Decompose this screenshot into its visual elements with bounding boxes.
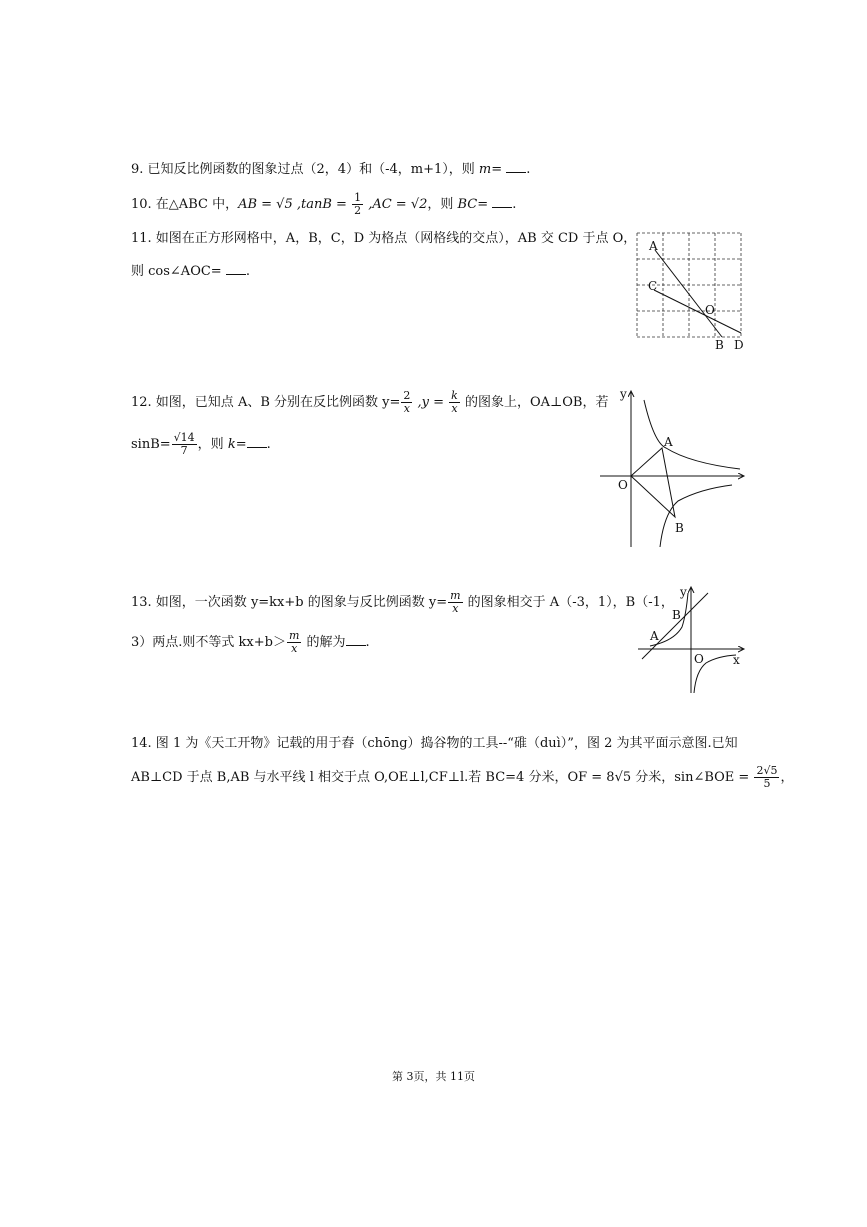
- question-9: [131, 160, 530, 179]
- q13-text-d: 的解为: [302, 635, 346, 650]
- q11-suffix: .: [245, 264, 250, 279]
- question-12-line1: [131, 390, 608, 415]
- q12-var: k=: [227, 437, 247, 452]
- q11-segment-cd: [654, 290, 741, 333]
- q12-fraction-3: [172, 432, 197, 457]
- q12-f2-num: k: [451, 389, 458, 402]
- q13-text-b: 的图象相交于 A（-3，1），B（-1，: [463, 595, 674, 610]
- q12-text-d: ，则: [197, 437, 228, 452]
- question-13-line1: [131, 590, 674, 615]
- q12-fraction-2: [449, 390, 460, 415]
- q13-label-o: O: [694, 652, 704, 666]
- q13-f1-num: m: [450, 589, 461, 602]
- question-11-line1: 11. 如图在正方形网格中，A，B，C，D 为格点（网格线的交点），AB 交 CD 于点 O，: [131, 231, 637, 246]
- question-12-line2: [131, 432, 271, 457]
- q13-fraction-2: [287, 630, 301, 655]
- question-14-line1: 14. 图 1 为《天工开物》记载的用于舂（chōng）捣谷物的工具--“碓（duì）”，图 2 为其平面示意图.已知: [131, 736, 738, 751]
- q9-var: m=: [478, 162, 503, 177]
- q13-suffix: .: [365, 635, 370, 650]
- q10-tail: ，则: [427, 197, 458, 212]
- q9-suffix: .: [526, 162, 531, 177]
- q10-math-a: AB = √5 ,tanB =: [238, 197, 352, 212]
- q12-text-a: 12. 如图，已知点 A、B 分别在反比例函数 y=: [131, 395, 401, 410]
- q11-answer-blank: [226, 262, 246, 275]
- question-14-line2: [131, 765, 793, 790]
- q12-sin-label: sinB=: [131, 437, 171, 452]
- q9-text: 9. 已知反比例函数的图象过点（2，4）和（-4，m+1），则: [131, 162, 479, 177]
- q12-label-y: y: [620, 387, 627, 401]
- q12-suffix: .: [266, 437, 271, 452]
- q13-label-a: A: [650, 629, 659, 643]
- q13-label-y: y: [680, 585, 687, 599]
- q12-triangle-oab: [631, 448, 675, 517]
- q12-answer-blank: [247, 435, 267, 448]
- q11-label-o: O: [705, 303, 715, 317]
- question-13-line2: [131, 630, 370, 655]
- q14-text-a: AB⊥CD 于点 B,AB 与水平线 l 相交于点 O,OE⊥l,CF⊥l.若 BC=4 分米，OF = 8√5 分米，sin∠BOE =: [131, 770, 754, 785]
- q13-f2-den: x: [291, 642, 298, 655]
- q13-figure: [636, 583, 751, 695]
- q10-fraction: [352, 192, 363, 217]
- q12-label-a: A: [664, 435, 673, 449]
- q13-label-b: B: [672, 608, 681, 622]
- q13-answer-blank: [346, 633, 366, 646]
- q12-label-b: B: [675, 521, 684, 535]
- q11-segment-ab: [655, 250, 722, 337]
- q12-f1-num: 2: [403, 389, 411, 402]
- q11-label-b: B: [715, 338, 724, 352]
- q13-f2-num: m: [288, 629, 300, 642]
- q12-text-b: ,y =: [413, 395, 449, 410]
- q11-label-c: C: [648, 279, 658, 293]
- q11-grid-figure: [630, 228, 750, 352]
- q10-text: 10. 在△ABC 中，: [131, 197, 239, 212]
- q14-fraction: [754, 765, 779, 790]
- q13-fraction-1: [448, 590, 462, 615]
- q10-math-b: ,AC = √2: [364, 197, 428, 212]
- q13-f1-den: x: [452, 602, 459, 615]
- q14-f-num: 2√5: [756, 764, 778, 777]
- question-11-line2: [131, 262, 250, 281]
- q12-f2-den: x: [451, 402, 458, 415]
- page-footer: 第 3页，共 11页: [392, 1070, 475, 1083]
- q12-label-o: O: [618, 478, 628, 492]
- q11-prefix: 则 cos∠AOC=: [131, 264, 226, 279]
- q13-text-a: 13. 如图，一次函数 y=kx+b 的图象与反比例函数 y=: [131, 595, 448, 610]
- q10-suffix: .: [512, 197, 517, 212]
- q14-f-den: 5: [763, 777, 771, 790]
- q12-f3-den: 7: [180, 444, 188, 457]
- q10-answer-blank: [492, 195, 512, 208]
- q12-figure: [600, 385, 750, 550]
- q10-frac-den: 2: [354, 204, 362, 217]
- q10-frac-num: 1: [354, 191, 362, 204]
- question-10: [131, 192, 516, 217]
- q12-fraction-1: [401, 390, 412, 415]
- q12-text-c: 的图象上，OA⊥OB，若: [460, 395, 609, 410]
- q11-label-d: D: [734, 338, 744, 352]
- q12-f1-den: x: [403, 402, 410, 415]
- q9-answer-blank: [506, 160, 526, 173]
- q13-label-x: x: [733, 653, 740, 667]
- q12-curve-first-quadrant: [644, 400, 740, 469]
- q14-text-b: ，: [780, 770, 794, 785]
- q11-label-a: A: [649, 239, 658, 253]
- q10-var: BC=: [457, 197, 489, 212]
- q13-text-c: 3）两点.则不等式 kx+b＞: [131, 635, 286, 650]
- q12-f3-num: √14: [173, 431, 195, 444]
